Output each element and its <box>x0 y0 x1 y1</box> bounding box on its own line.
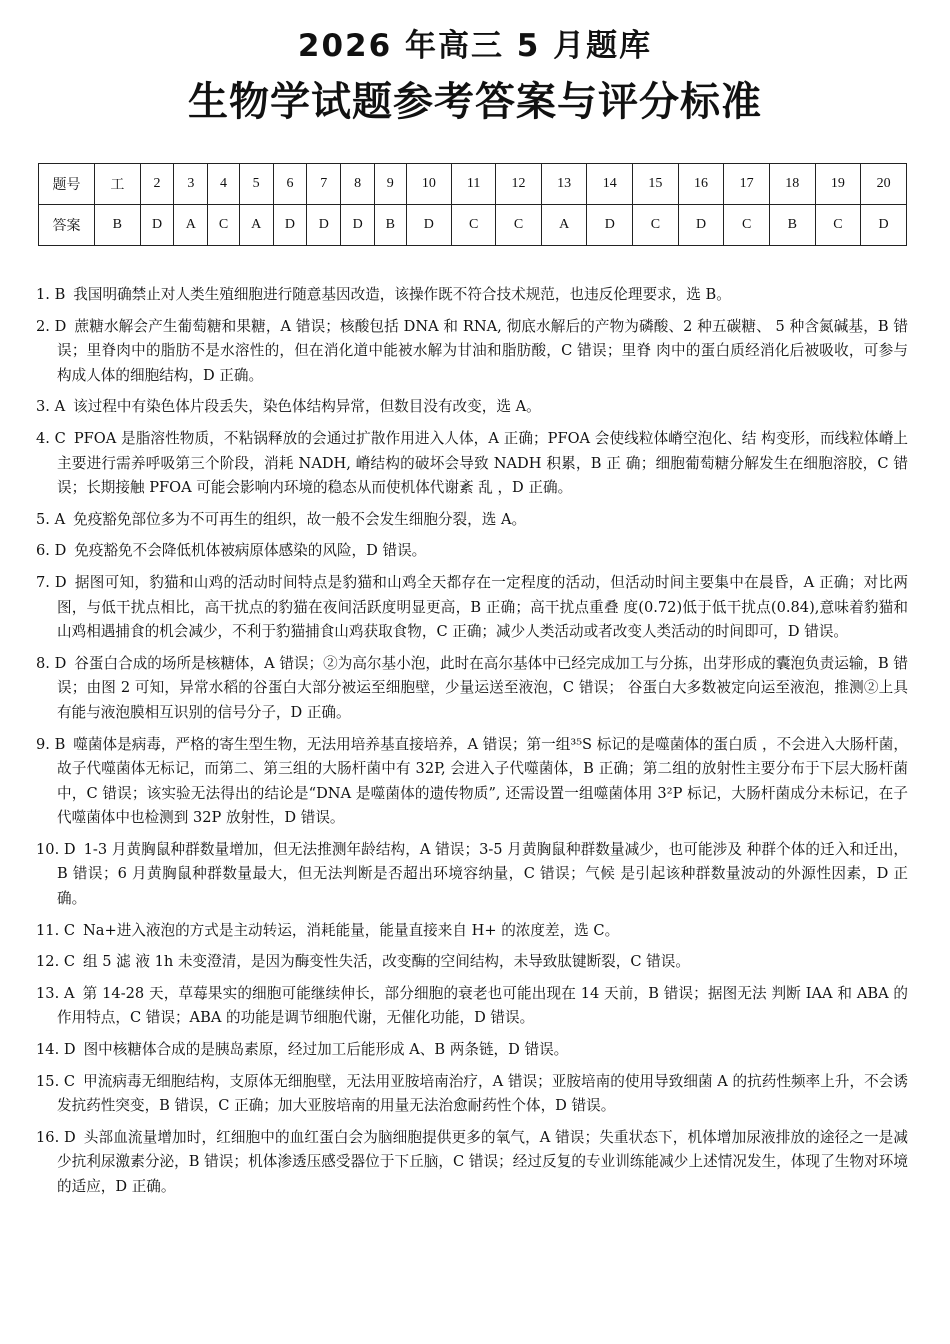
list-item <box>36 1126 908 1200</box>
answer-cell: A <box>239 205 273 246</box>
question-number-cell: 15 <box>633 164 679 205</box>
item-number: 11. C <box>36 921 76 939</box>
answer-cell: D <box>341 205 375 246</box>
question-number-cell: 6 <box>273 164 307 205</box>
item-text: 组 5 滤 液 1h 未变澄清，是因为酶变性失活，改变酶的空间结构，未导致肽键断裂，C 错误。 <box>83 953 690 971</box>
item-number: 6. D <box>36 542 67 560</box>
question-number-cell: 10 <box>406 164 452 205</box>
answer-cell: A <box>174 205 208 246</box>
item-number: 10. D <box>36 840 76 858</box>
item-number: 1. B <box>36 286 66 303</box>
list-item <box>36 982 908 1031</box>
item-text: 谷蛋白合成的场所是核糖体，A 错误；②为高尔基小泡，此时在高尔基体中已经完成加工与分拣，出芽形成的囊泡负责运输，B 错误；由图 2 可知，异常水稻的谷蛋白大部分被运至细胞壁，少量运送至液泡，C 错误； 谷蛋白大多数被定向运至液泡，推测②上具有能与液泡膜相互识别的信号分子，D 正确。 <box>57 654 909 721</box>
question-number-cell: 11 <box>452 164 496 205</box>
document-title: 生物学试题参考答案与评分标准 <box>188 79 762 125</box>
item-text: 噬菌体是病毒，严格的寄生型生物，无法用培养基直接培养，A 错误；第一组³⁵S 标记的是噬菌体的蛋白质 ，不会进入大肠杆菌，故子代噬菌体无标记，而第二、第三组的大肠杆菌中有 32P, 会进入子代噬菌体，B 正确；第二组的放射性主要分布于下层大肠杆菌中，C 错误；该实验无法得出的结论是“DNA 是噬菌体的遗传物质”, 还需设置一组噬菌体用 3²P 标记，大肠杆菌成分未标记，在子代噬菌体中也检测到 32P 放射性，D 错误。 <box>57 735 908 827</box>
answer-cell: D <box>406 205 452 246</box>
answer-cell: C <box>815 205 861 246</box>
item-number: 16. D <box>36 1128 76 1146</box>
answer-table <box>38 163 907 246</box>
list-item <box>36 508 908 533</box>
question-number-cell: 19 <box>815 164 861 205</box>
question-number-cell: 7 <box>307 164 341 205</box>
item-number: 2. D <box>36 317 67 335</box>
list-item <box>36 571 908 645</box>
list-item <box>36 1038 908 1063</box>
answer-cell: D <box>678 205 724 246</box>
answer-cell: C <box>452 205 496 246</box>
list-item <box>36 838 908 912</box>
question-number-cell: 8 <box>341 164 375 205</box>
list-item <box>36 539 908 564</box>
row-label-question-number: 题号 <box>39 164 95 205</box>
question-number-cell: 17 <box>724 164 770 205</box>
item-number: 8. D <box>36 654 67 672</box>
list-item <box>36 1070 908 1119</box>
item-number: 3. A <box>36 398 66 416</box>
item-text: 该过程中有染色体片段丢失，染色体结构异常，但数目没有改变，选 A。 <box>73 398 541 416</box>
question-number-cell: 12 <box>496 164 542 205</box>
row-label-answer: 答案 <box>39 205 95 246</box>
question-number-cell: 5 <box>239 164 273 205</box>
answer-cell: D <box>307 205 341 246</box>
answer-cell: D <box>861 205 907 246</box>
list-item <box>36 652 908 726</box>
item-text: 1-3 月黄胸鼠种群数量增加，但无法推测年龄结构，A 错误；3-5 月黄胸鼠种群数量减少，也可能涉及 种群个体的迁入和迁出，B 错误；6 月黄胸鼠种群数量最大，但无法判断是否超出环境容纳量，C 错误；气候 是引起该种群数量波动的外源性因素，D 正确。 <box>57 840 908 908</box>
question-number-cell: 9 <box>375 164 406 205</box>
list-item <box>36 950 908 975</box>
list-item <box>36 315 908 389</box>
question-number-cell: 4 <box>208 164 239 205</box>
item-number: 5. A <box>36 510 66 528</box>
item-number: 9. B <box>36 735 66 753</box>
question-number-cell: 13 <box>541 164 587 205</box>
list-item <box>36 919 908 944</box>
item-text: 我国明确禁止对人类生殖细胞进行随意基因改造，该操作既不符合技术规范，也违反伦理要求，选 B。 <box>73 286 731 303</box>
item-text: 蔗糖水解会产生葡萄糖和果糖，A 错误；核酸包括 DNA 和 RNA, 彻底水解后的产物为磷酸、2 种五碳糖、 5 种含氮碱基，B 错误；里脊肉中的脂肪不是水溶性的，但在消化道中能被水解为甘油和脂肪酸，C 错误；里脊 肉中的蛋白质经消化后被吸收，可参与构成人体的细胞结构，D 正确。 <box>57 317 908 384</box>
answer-cell: B <box>95 205 141 246</box>
answer-cell: C <box>724 205 770 246</box>
item-text: 头部血流量增加时，红细胞中的血红蛋白会为脑细胞提供更多的氧气，A 错误；失重状态下，机体增加尿液排放的途径之一是减少抗利尿激素分泌，B 错误；机体渗透压感受器位于下丘脑，C 错误；经过反复的专业训练能减少上述情况发生，体现了生物对环境的适应，D 正确。 <box>57 1128 908 1195</box>
question-number-cell: 3 <box>174 164 208 205</box>
list-item <box>36 283 908 308</box>
item-text: 据图可知，豹猫和山鸡的活动时间特点是豹猫和山鸡全天都存在一定程度的活动，但活动时间主要集中在晨昏，A 正确；对比两图，与低干扰点相比，高干扰点的豹猫在夜间活跃度明显更高，B 正确；高干扰点重叠 度(0.72)低于低干扰点(0.84),意味着豹猫和山鸡相遇捕食的机会减少，不利于豹猫捕食山鸡获取食物，C 正确；减少人类活动或者改变人类活动的时间即可，D 错误。 <box>57 573 908 641</box>
item-text: 图中核糖体合成的是胰岛素原，经过加工后能形成 A、B 两条链，D 错误。 <box>83 1041 569 1059</box>
item-text: 甲流病毒无细胞结构，支原体无细胞壁，无法用亚胺培南治疗，A 错误；亚胺培南的使用导致细菌 A 的抗药性频率上升，不会诱发抗药性突变，B 错误，C 正确；加大亚胺培南的用量无法治愈耐药性个体，D 错误。 <box>57 1072 909 1115</box>
answer-cell: B <box>769 205 815 246</box>
question-number-cell: 16 <box>678 164 724 205</box>
page-title: 2026 年高三 5 月题库 <box>297 28 653 64</box>
item-text: 免疫豁免不会降低机体被病原体感染的风险，D 错误。 <box>74 542 427 560</box>
item-text: PFOA 是脂溶性物质，不粘锅释放的会通过扩散作用进入人体，A 正确；PFOA 会使线粒体嵴空泡化、结 构变形，而线粒体嵴上主要进行需养呼吸第三个阶段，消耗 NADH, 嵴结构的破坏会导致 NADH 积累，B 正 确；细胞葡萄糖分解发生在细胞溶胶，C 错误；长期接触 PFOA 可能会影响内环境的稳态从而使机体代谢紊 乱 ，D 正确。 <box>57 429 909 497</box>
question-number-cell: 20 <box>861 164 907 205</box>
question-number-cell: 工 <box>95 164 141 205</box>
answer-cell: C <box>208 205 239 246</box>
list-item <box>36 427 908 501</box>
answer-cell: B <box>375 205 406 246</box>
table-row-numbers <box>39 164 907 205</box>
list-item <box>36 395 908 420</box>
question-number-cell: 18 <box>769 164 815 205</box>
list-item <box>36 733 908 831</box>
item-number: 14. D <box>36 1041 76 1059</box>
answer-cell: D <box>587 205 633 246</box>
question-number-cell: 2 <box>140 164 174 205</box>
question-number-cell: 14 <box>587 164 633 205</box>
item-number: 15. C <box>36 1072 76 1090</box>
answer-cell: D <box>273 205 307 246</box>
answer-cell: C <box>633 205 679 246</box>
item-number: 7. D <box>36 573 67 591</box>
item-text: 免疫豁免部位多为不可再生的组织，故一般不会发生细胞分裂，选 A。 <box>73 510 527 528</box>
item-text: Na+进入液泡的方式是主动转运，消耗能量，能量直接来自 H+ 的浓度差，选 C。 <box>83 921 620 939</box>
answer-cell: C <box>496 205 542 246</box>
answer-cell: D <box>140 205 174 246</box>
item-text: 第 14-28 天，草莓果实的细胞可能继续伸长，部分细胞的衰老也可能出现在 14 天前，B 错误；据图无法 判断 IAA 和 ABA 的作用特点，C 错误；ABA 的功能是调节细胞代谢，无催化功能，D 错误。 <box>57 984 909 1027</box>
item-number: 12. C <box>36 953 76 971</box>
item-number: 4. C <box>36 429 66 447</box>
answer-explanations <box>36 283 908 1207</box>
answer-cell: A <box>541 205 587 246</box>
item-number: 13. A <box>36 984 75 1002</box>
table-row-answers <box>39 205 907 246</box>
